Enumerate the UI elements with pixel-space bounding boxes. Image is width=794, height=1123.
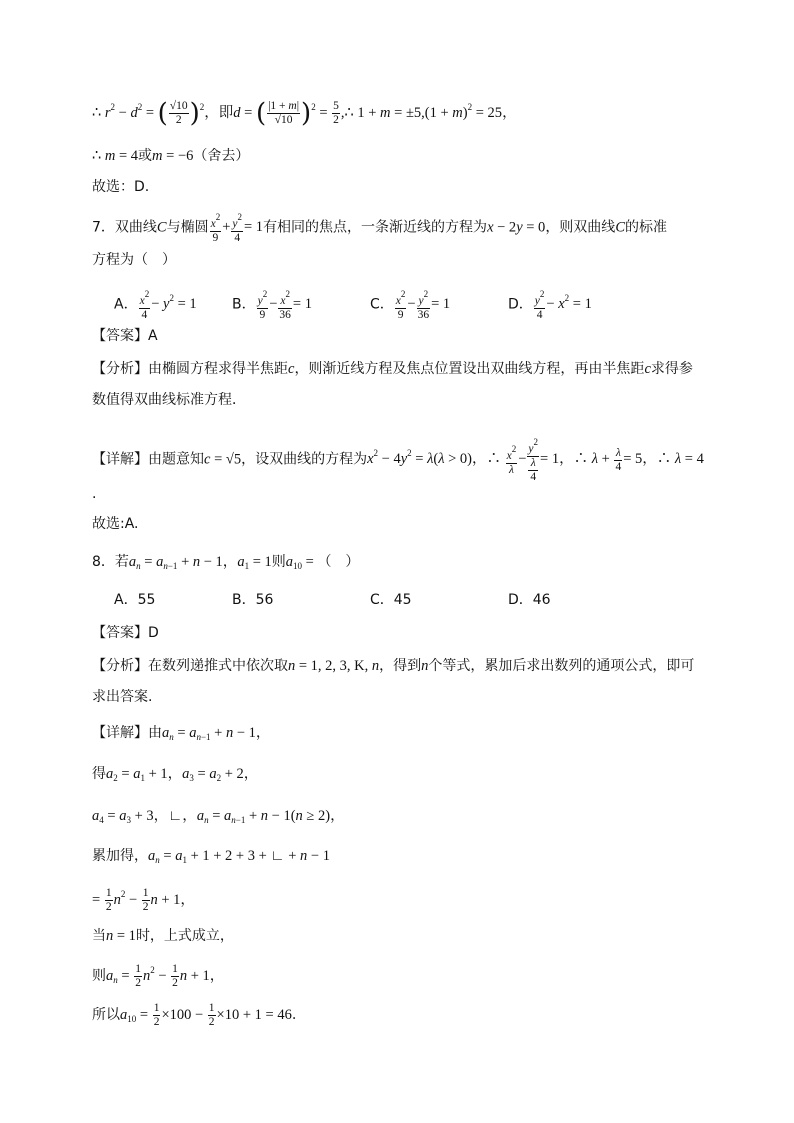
q8-stem: 8．若$a_n = a_{n-1} + n - 1$，$a_1 = 1$则$a_{10}$ = （ ） xyxy=(92,554,360,571)
q8-option-c: C．45 xyxy=(370,592,412,608)
q7-answer xyxy=(92,326,158,346)
q8-stem-c: （ ） xyxy=(317,554,360,570)
q7-conclusion: 故选:A. xyxy=(92,516,139,532)
q8-step2: $a_4 = a_3 + 3$，∟，$a_n = a_{n-1} + n - 1(n \ge 2)$， xyxy=(92,808,345,825)
q7-detail-b: ，设双曲线的方程为 xyxy=(241,451,368,468)
q8-option-a: A．55 xyxy=(114,592,156,608)
q7-option-d-label: D． xyxy=(508,296,533,313)
q7-stem-b: 与椭圆 xyxy=(166,219,209,236)
sol6-line1: ∴ $r^2 - d^2$ = ( $\frac{√10}{2}$ )$^2$，即d = ( $\frac{|1 + m|}{√10}$ )$^2$ = $\frac{5}{2}$ ,∴ $1 + m = \pm 5,(1 + m)^2 = 25$， xyxy=(92,98,517,129)
q7-stem-c: 有相同的焦点，一条渐近线的方程为 xyxy=(263,219,488,236)
sol6-answer: 故选：D. xyxy=(92,179,150,195)
q7-number: 7． xyxy=(92,219,115,236)
q7-option-c: C． $\frac{x^2}{9}$ − $\frac{y^2}{36}$ = 1 xyxy=(370,289,451,321)
q8-analysis-line2: 求出答案. xyxy=(92,689,153,705)
q8-analysis-tag: 【分析】 xyxy=(92,658,148,674)
q8-detail-tag: 【详解】 xyxy=(92,725,148,741)
q8-analysis-a: 在数列递推式中依次取 xyxy=(148,658,288,674)
q8-step1: 得$a_2 = a_1 + 1$，$a_3 = a_2 + 2$， xyxy=(92,766,259,783)
q7-analysis-a: 由椭圆方程求得半焦距 xyxy=(148,361,288,377)
q7-stem-a: 双曲线 xyxy=(114,219,157,236)
q7-stem-line1: 7．双曲线C与椭圆 $\frac{x^2}{9}$ + $\frac{y^2}{4}$ = 1有相同的焦点，一条渐近线的方程为x − 2y = 0，则双曲线C的标准 xyxy=(92,212,667,244)
q7-option-a-label: A． xyxy=(114,296,138,313)
sol6-comma: ， xyxy=(502,105,517,121)
q7-analysis-line2: 数值得双曲线标准方程． xyxy=(92,392,246,408)
q7-analysis-tag: 【分析】 xyxy=(92,361,148,377)
q8-option-b: B．56 xyxy=(232,592,274,608)
q7-option-a: A． $\frac{x^2}{4}$ − $y^2 = 1$ xyxy=(114,289,197,321)
q8-step6: 则$a_n$ = $\frac{1}{2}$ $n^2$ − $\frac{1}{2}$ n + 1， xyxy=(92,963,225,990)
q8-analysis-c: 个等式，累加后求出数列的通项公式，即可 xyxy=(428,658,695,674)
q8-step3: 累加得，$a_n = a_1 + 1 + 2 + 3$ + ∟ + n − 1 xyxy=(92,848,330,865)
q8-analysis-line1: 【分析】在数列递推式中依次取n = 1, 2, 3, K, n，得到n个等式，累加后求出数列的通项公式，即可 xyxy=(92,658,695,674)
q8-step5-a: 当 xyxy=(92,928,106,944)
q8-answer-tag: 【答案】 xyxy=(92,625,148,641)
q7-answer-value: A xyxy=(148,328,158,344)
q7-detail-tag: 【详解】 xyxy=(92,451,148,468)
q7-analysis-c: 求得参 xyxy=(650,361,693,377)
q8-step5-b: 时，上式成立， xyxy=(135,928,234,944)
q8-step3-label: 累加得， xyxy=(92,848,148,864)
q7-detail-dot: . xyxy=(92,486,97,502)
sol6-text-ji: ，即 xyxy=(204,105,234,121)
q8-detail-line: 【详解】由$a_n = a_{n-1} + n - 1$， xyxy=(92,725,271,742)
q8-step4: = $\frac{1}{2}$ $n^2$ − $\frac{1}{2}$ n + 1， xyxy=(92,887,195,914)
q7-analysis-b: ，则渐近线方程及焦点位置设出双曲线方程，再由半焦距 xyxy=(294,361,645,377)
q8-step7-label: 所以 xyxy=(92,1006,120,1023)
q7-stem-line2: 方程为（ ） xyxy=(92,252,176,268)
q8-analysis-b: ，得到 xyxy=(379,658,422,674)
q7-analysis-line1: 【分析】由椭圆方程求得半焦距c，则渐近线方程及焦点位置设出双曲线方程，再由半焦距c求得参 xyxy=(92,361,693,377)
q7-stem-d: ，则双曲线 xyxy=(545,219,616,236)
q7-option-c-label: C． xyxy=(370,296,394,313)
q8-stem-b: 则 xyxy=(271,554,286,570)
q7-option-b-label: B． xyxy=(232,296,256,313)
q7-answer-tag: 【答案】 xyxy=(92,328,148,344)
sol6-discard: （舍去） xyxy=(193,148,250,164)
q8-step5: 当n = 1时，上式成立， xyxy=(92,928,234,944)
q8-number: 8．若 xyxy=(92,554,129,570)
q7-option-b: B． $\frac{y^2}{9}$ − $\frac{x^2}{36}$ = 1 xyxy=(232,289,312,321)
q8-answer xyxy=(92,623,159,643)
q7-detail-line: 【详解】由题意知c = √5，设双曲线的方程为$x^2 - 4y^2 = \lambda(\lambda > 0)$，∴ $\frac{x^2}{\lambda}$ − $y^2$ λ 4 = 1，∴ λ + $\frac{\lambda}{4}$ = 5，∴ λ = 4 xyxy=(92,437,704,483)
q8-step1-label: 得 xyxy=(92,766,106,782)
q7-option-d: D． $\frac{y^2}{4}$ − $x^2 = 1$ xyxy=(508,289,592,321)
sol6-line2: ∴ m = 4或m = −6（舍去） xyxy=(92,148,250,164)
q8-step7: 所以$a_{10}$ = $\frac{1}{2}$ ×100 − $\frac{1}{2}$ ×10 + 1 = 46． xyxy=(92,1002,307,1028)
q8-detail-a: 由 xyxy=(148,725,162,741)
q8-answer-value: D xyxy=(148,625,159,641)
q8-step6-label: 则 xyxy=(92,968,106,984)
q8-option-d: D．46 xyxy=(508,592,551,608)
q7-stem-e: 的标准 xyxy=(624,219,667,236)
q7-detail-a: 由题意知 xyxy=(148,451,204,468)
